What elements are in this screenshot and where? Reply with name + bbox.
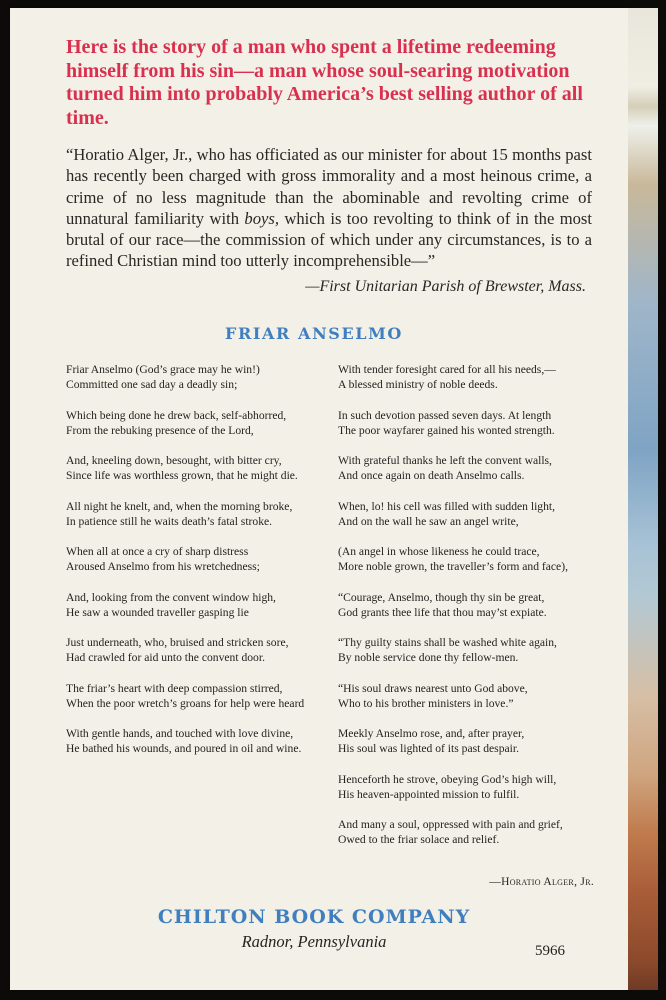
signature-name: Horatio Alger, Jr.: [501, 876, 594, 888]
poem-line: Had crawled for aid unto the convent door.: [66, 651, 265, 664]
poem-column-left: [66, 362, 318, 772]
poem-stanza: [66, 590, 318, 620]
poem-line: “Thy guilty stains shall be washed white again,: [338, 636, 557, 649]
poem-stanza: [338, 635, 590, 665]
poem-line: With gentle hands, and touched with love divine,: [66, 727, 294, 740]
poem-line: Friar Anselmo (God’s grace may he win!): [66, 363, 260, 376]
quote-part-2: which is too revolting to think of in the most brutal of our race—the commission of which under any circumstances, is to a refined Christian mind too utterly incomprehensible—”: [66, 208, 592, 271]
poem-line: All night he knelt, and, when the morning broke,: [66, 499, 293, 513]
poem-line: The friar’s heart with deep compassion stirred,: [66, 681, 283, 695]
poem-line: And, looking from the convent window high,: [66, 590, 276, 604]
poem-line: He saw a wounded traveller gasping lie: [66, 605, 249, 619]
quote-emphasis: boys,: [244, 208, 279, 228]
poem-stanza: [66, 499, 318, 529]
poem-line: And many a soul, oppressed with pain and grief,: [338, 818, 563, 831]
poem-line: God grants thee life that thou may’st expiate.: [338, 605, 547, 619]
poem-line: His soul was lighted of its past despair.: [338, 742, 519, 755]
poem-line: Since life was worthless grown, that he might die.: [66, 469, 298, 482]
poem-line: When the poor wretch’s groans for help were heard: [66, 696, 305, 710]
poem-stanza: [66, 362, 318, 392]
poem-line: Which being done he drew back, self-abhorred,: [66, 408, 287, 422]
poem-title: FRIAR ANSELMO: [225, 324, 403, 343]
poem-line: By noble service done thy fellow-men.: [338, 651, 519, 664]
poem-stanza: [338, 590, 590, 620]
poem-stanza: [338, 453, 590, 483]
poem-line: With grateful thanks he left the convent walls,: [338, 454, 552, 467]
poem-line: “Courage, Anselmo, though thy sin be great,: [338, 590, 545, 604]
poem-stanza: [338, 544, 590, 574]
poem-line: When, lo! his cell was filled with sudden light,: [338, 499, 556, 513]
poem-line: (An angel in whose likeness he could trace,: [338, 545, 540, 558]
poem-line: In patience still he waits death’s fatal stroke.: [66, 514, 273, 528]
cover-edge-strip: [628, 8, 658, 990]
poem-line: Committed one sad day a deadly sin;: [66, 378, 238, 391]
poem-stanza: [66, 726, 318, 756]
poem-line: “His soul draws nearest unto God above,: [338, 681, 528, 695]
poem-stanza: [338, 681, 590, 711]
poem-signature: [489, 876, 594, 888]
poem-line: He bathed his wounds, and poured in oil and wine.: [66, 742, 302, 755]
poem-line: His heaven-appointed mission to fulfil.: [338, 787, 520, 801]
poem-line: More noble grown, the traveller’s form and face),: [338, 560, 568, 573]
poem-stanza: [338, 408, 590, 438]
poem-stanza: [66, 635, 318, 665]
poem-stanza: [66, 408, 318, 438]
poem-line: Henceforth he strove, obeying God’s high will,: [338, 772, 557, 786]
poem-line: When all at once a cry of sharp distress: [66, 545, 249, 558]
poem-line: Just underneath, who, bruised and stricken sore,: [66, 636, 289, 649]
quote-part-1: “Horatio Alger, Jr., who has officiated as our minister for about 15 months past has recently been charged with gross immorality and a most heinous crime, a crime of no less magnitude than the abominable and revolting crime of unnatural familiarity with: [66, 145, 592, 228]
publisher-name: CHILTON BOOK COMPANY: [157, 906, 471, 928]
poem-line: Who to his brother ministers in love.”: [338, 696, 514, 710]
poem-line: And, kneeling down, besought, with bitter cry,: [66, 454, 282, 467]
promo-blurb: Here is the story of a man who spent a lifetime redeeming himself from his sin—a man whose soul-searing motivation turned him into probably America’s best selling author of all time.: [66, 36, 583, 129]
poem-stanza: [338, 362, 590, 392]
poem-column-right: [338, 362, 590, 863]
signature-dash: —: [489, 876, 502, 888]
publisher-location: Radnor, Pennsylvania: [241, 932, 387, 951]
poem-stanza: [338, 772, 590, 802]
poem-line: In such devotion passed seven days. At length: [338, 408, 552, 422]
poem-stanza: [66, 544, 318, 574]
poem-line: Aroused Anselmo from his wretchedness;: [66, 560, 260, 573]
poem-line: The poor wayfarer gained his wonted strength.: [338, 423, 555, 437]
poem-line: With tender foresight cared for all his needs,—: [338, 363, 556, 376]
poem-stanza: [338, 499, 590, 529]
quote-paragraph: [66, 144, 592, 272]
poem-line: And on the wall he saw an angel write,: [338, 514, 519, 528]
quote-attribution: —First Unitarian Parish of Brewster, Mass.: [305, 278, 586, 295]
poem-line: Meekly Anselmo rose, and, after prayer,: [338, 727, 525, 740]
poem-line: And once again on death Anselmo calls.: [338, 469, 525, 482]
poem-line: Owed to the friar solace and relief.: [338, 833, 500, 846]
catalog-number: 5966: [535, 943, 565, 959]
poem-stanza: [338, 726, 590, 756]
poem-stanza: [66, 453, 318, 483]
poem-line: From the rebuking presence of the Lord,: [66, 423, 254, 437]
poem-line: A blessed ministry of noble deeds.: [338, 378, 498, 391]
poem-stanza: [66, 681, 318, 711]
poem-stanza: [338, 817, 590, 847]
